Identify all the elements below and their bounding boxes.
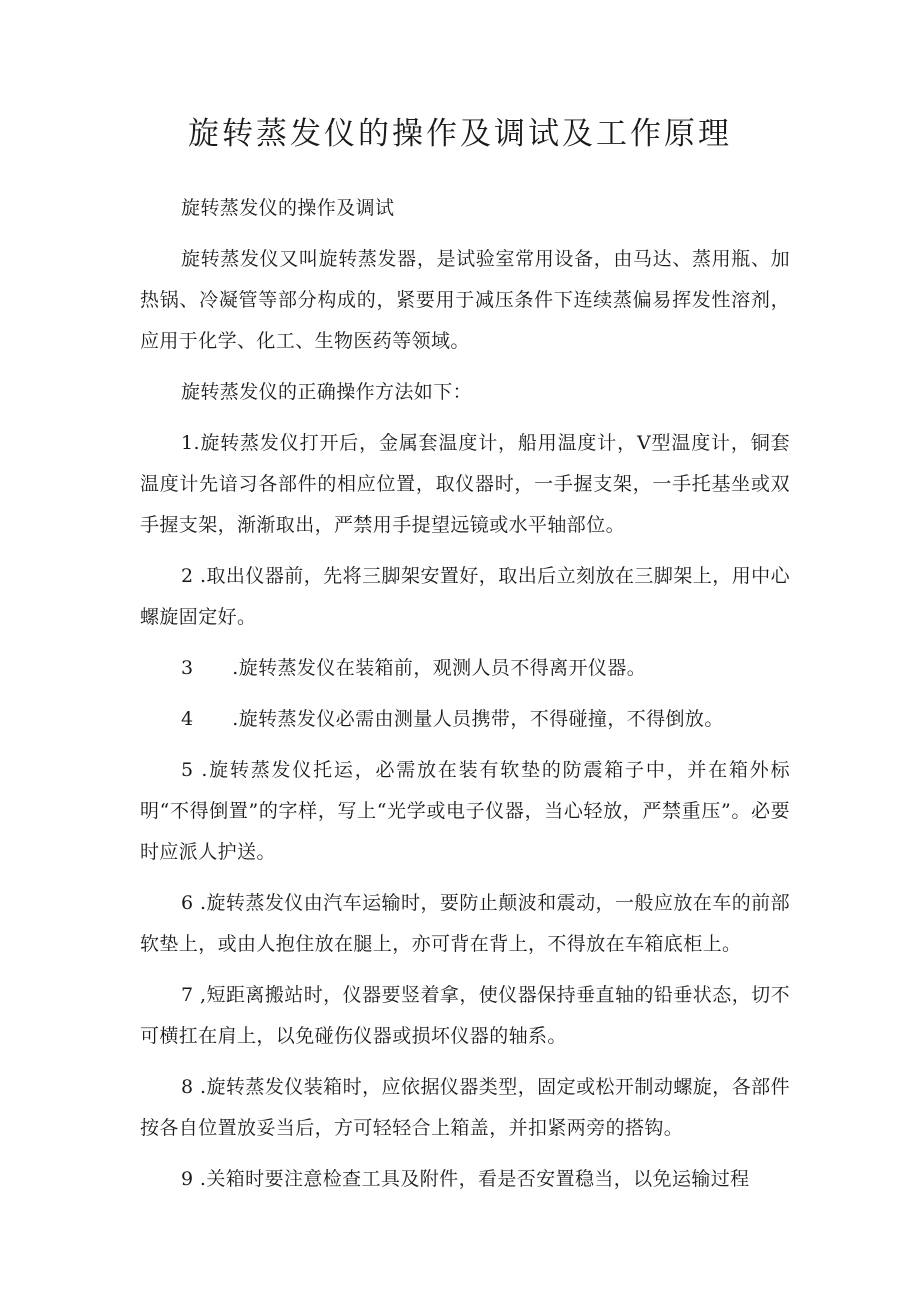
step-1: 1.旋转蒸发仪打开后，金属套温度计，船用温度计，V型温度计，铜套温度计先谙习各部件的相应位置，取仪器时，一手握支架，一手托基坐或双手握支架，渐渐取出，严禁用手提望远镜或水平轴部位。 (140, 432, 790, 536)
step-8: 8 .旋转蒸发仪装箱时，应依据仪器类型，固定或松开制动螺旋，各部件按各自位置放妥当后，方可轻轻合上箱盖，并扣紧两旁的搭钩。 (140, 1076, 790, 1139)
step-6: 6 .旋转蒸发仪由汽车运输时，要防止颠波和震动，一般应放在车的前部软垫上，或由人抱住放在腿上，亦可背在背上，不得放在车箱底柜上。 (140, 892, 790, 955)
step-5: 5 .旋转蒸发仪托运，必需放在装有软垫的防震箱子中，并在箱外标明“不得倒置”的字样，写上“光学或电子仪器，当心轻放，严禁重压”。必要时应派人护送。 (140, 759, 790, 863)
step-4: 4 .旋转蒸发仪必需由测量人员携带，不得碰撞，不得倒放。 (181, 708, 724, 730)
step-7: 7 ,短距离搬站时，仪器要竖着拿，使仪器保持垂直轴的铅垂状态，切不可横扛在肩上，以免碰伤仪器或损坏仪器的轴系。 (140, 984, 790, 1047)
method-heading: 旋转蒸发仪的正确操作方法如下： (181, 381, 473, 403)
step-9: 9 .关箱时要注意检查工具及附件，看是否安置稳当，以免运输过程 (181, 1168, 750, 1190)
intro-paragraph: 旋转蒸发仪又叫旋转蒸发器，是试验室常用设备，由马达、蒸用瓶、加热锅、冷凝管等部分构成的，紧要用于减压条件下连续蒸偏易挥发性溶剂，应用于化学、化工、生物医药等领域。 (140, 248, 790, 352)
section-heading: 旋转蒸发仪的操作及调试 (181, 197, 395, 219)
document-body (140, 188, 790, 1200)
step-3: 3 .旋转蒸发仪在装箱前，观测人员不得离开仪器。 (181, 657, 647, 679)
page-title: 旋转蒸发仪的操作及调试及工作原理 (188, 116, 732, 152)
step-2: 2 .取出仪器前，先将三脚架安置好，取出后立刻放在三脚架上，用中心螺旋固定好。 (140, 565, 790, 628)
